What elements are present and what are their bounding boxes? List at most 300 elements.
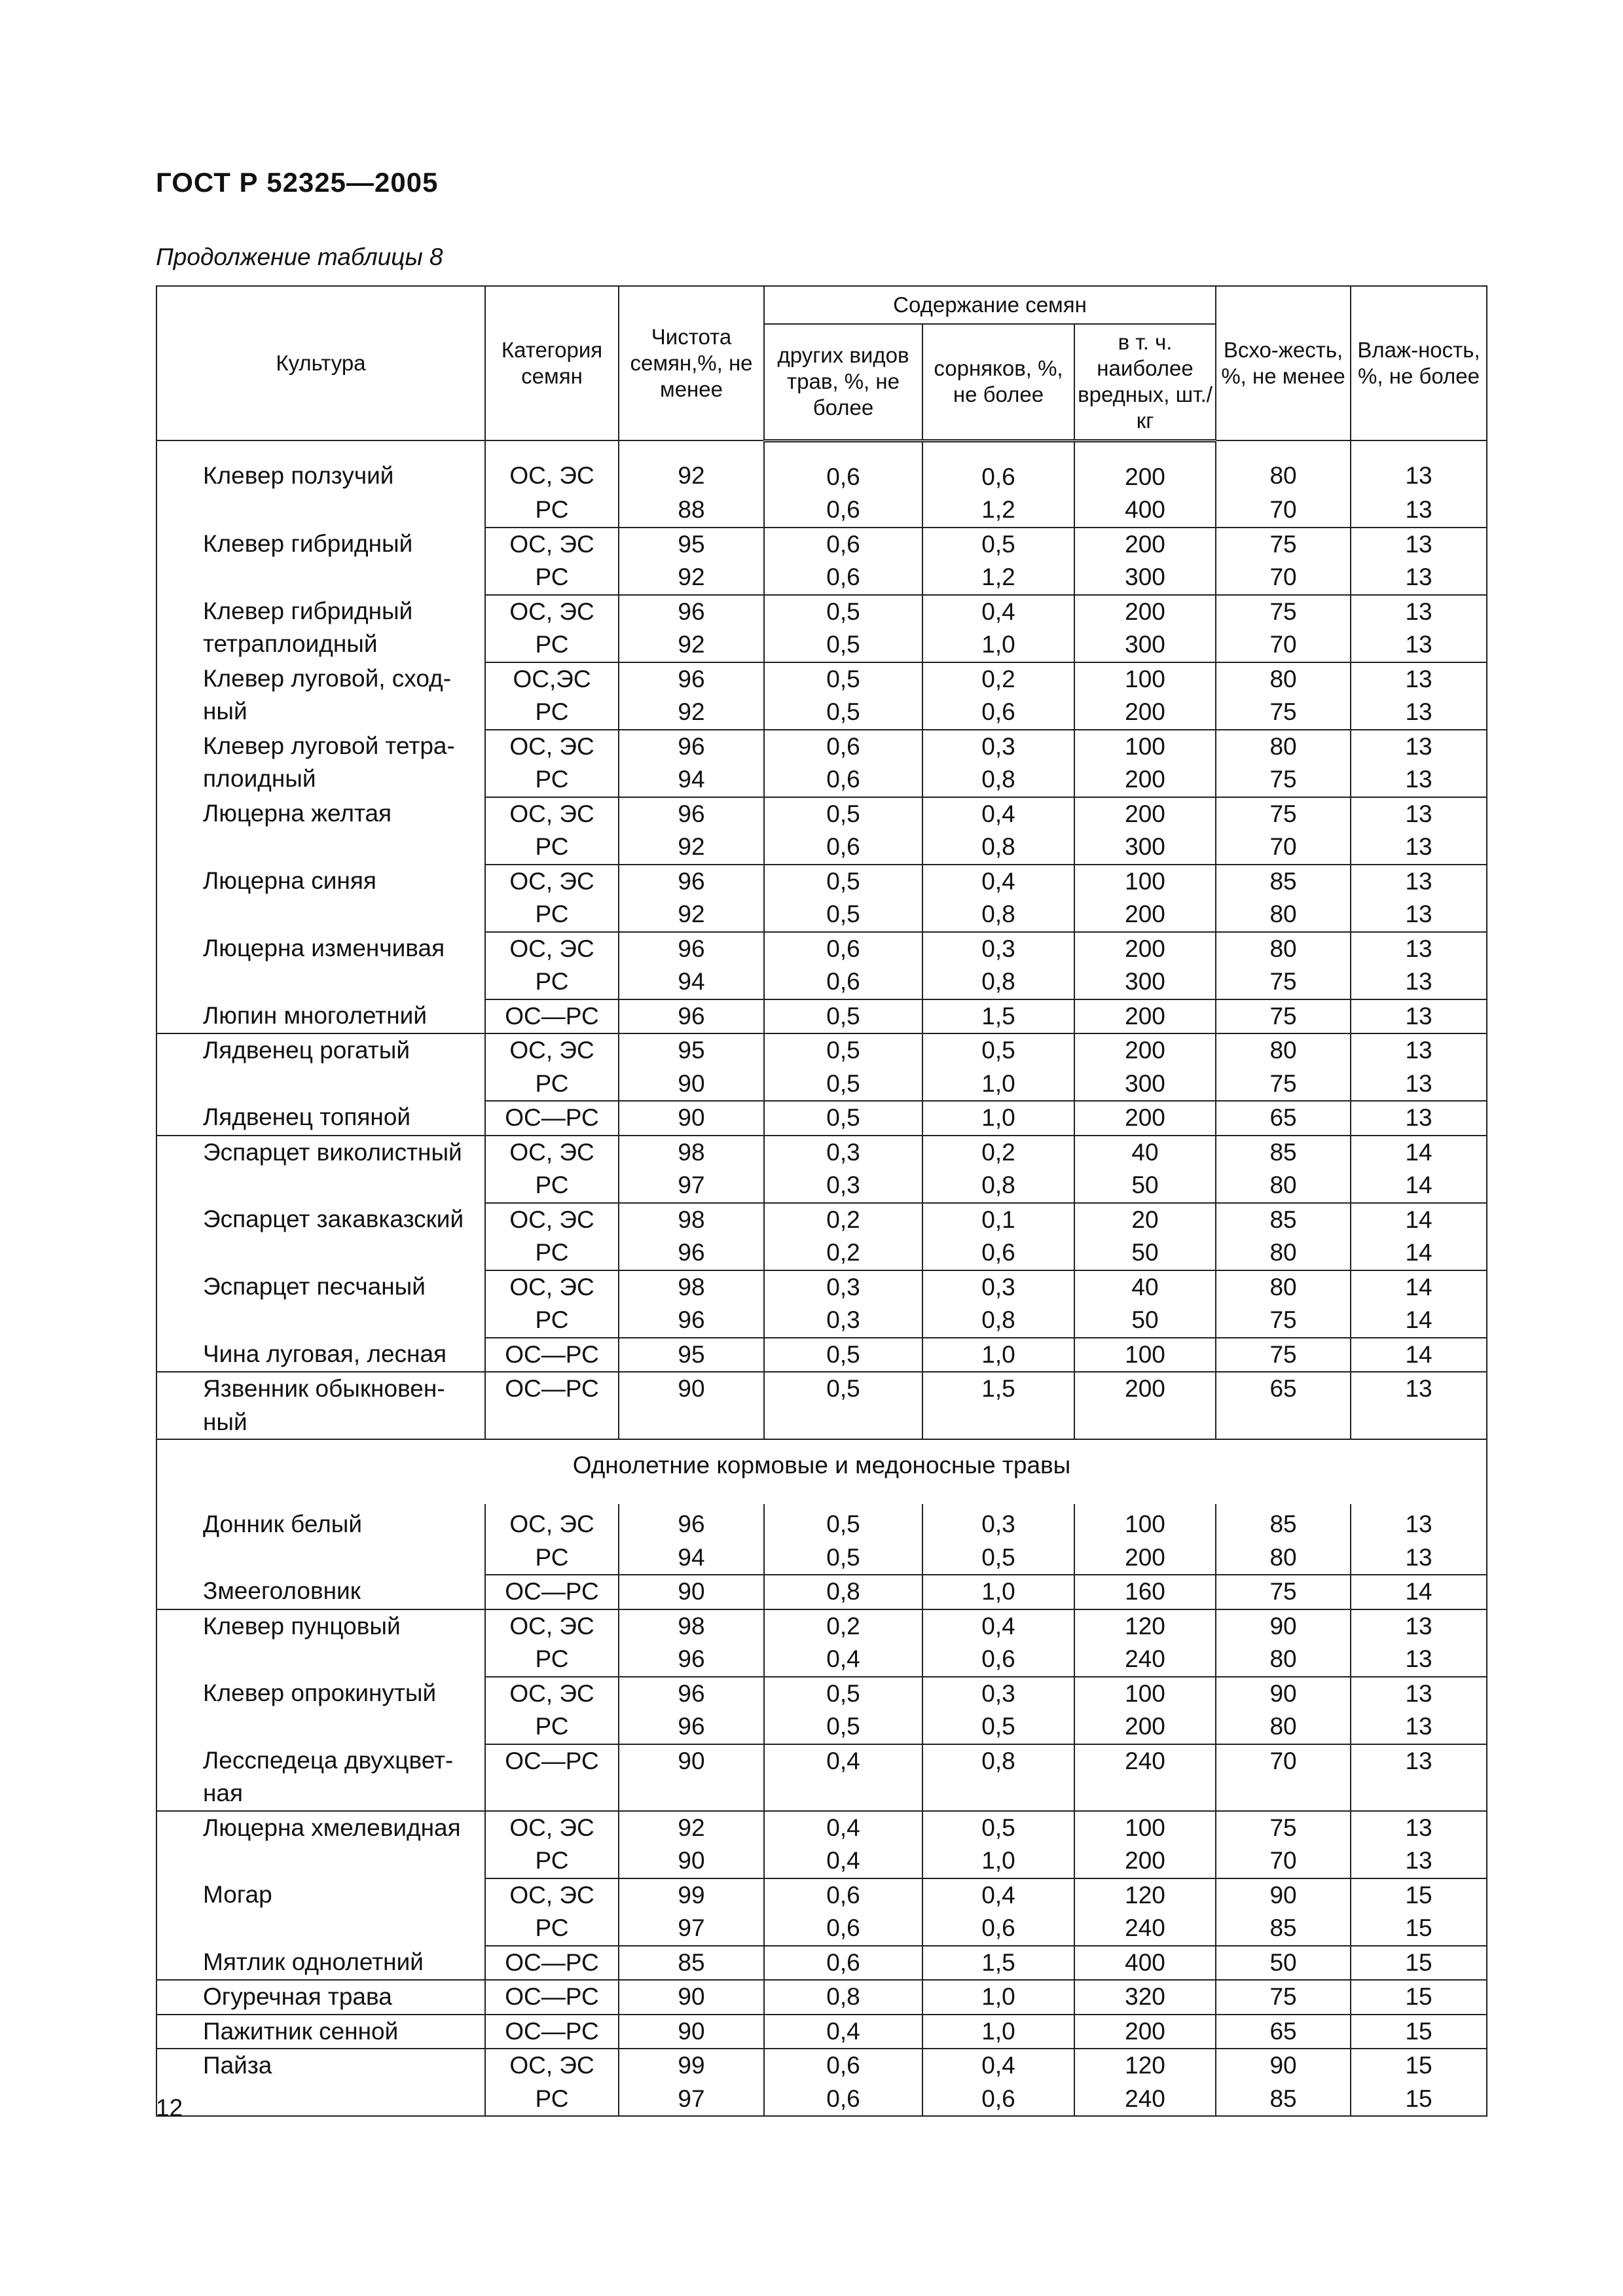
harmful-cell: 50 [1074, 1169, 1216, 1203]
seed-category-cell: ОС, ЭС [485, 595, 619, 629]
seed-category-cell: ОС, ЭС [485, 730, 619, 764]
other-species-cell: 0,6 [764, 528, 922, 562]
table-row [156, 1609, 1487, 1643]
culture-name: Лядвенец топяной [156, 1101, 485, 1136]
germination-cell: 70 [1216, 1744, 1351, 1811]
purity-cell: 90 [619, 1980, 764, 2015]
moisture-cell: 14 [1351, 1236, 1487, 1270]
harmful-cell: 200 [1074, 1710, 1216, 1744]
purity-cell: 96 [619, 797, 764, 831]
seed-category-cell: РС [485, 965, 619, 999]
purity-cell: 94 [619, 965, 764, 999]
harmful-cell: 400 [1074, 493, 1216, 528]
harmful-cell: 100 [1074, 1811, 1216, 1845]
germination-cell: 75 [1216, 999, 1351, 1034]
weeds-cell: 0,8 [922, 965, 1074, 999]
weeds-cell: 1,2 [922, 493, 1074, 528]
weeds-cell: 0,4 [922, 1609, 1074, 1643]
table-row [156, 797, 1487, 831]
purity-cell: 98 [619, 1609, 764, 1643]
purity-cell: 96 [619, 1236, 764, 1270]
purity-cell: 99 [619, 1878, 764, 1912]
moisture-cell: 13 [1351, 1744, 1487, 1811]
germination-cell: 70 [1216, 628, 1351, 662]
moisture-cell: 13 [1351, 662, 1487, 696]
moisture-cell: 14 [1351, 1136, 1487, 1170]
table-row [156, 1744, 1487, 1811]
other-species-cell: 0,8 [764, 1980, 922, 2015]
seed-category-cell: ОС, ЭС [485, 1878, 619, 1912]
other-species-cell: 0,5 [764, 595, 922, 629]
germination-cell: 75 [1216, 696, 1351, 730]
harmful-cell: 200 [1074, 999, 1216, 1034]
other-species-cell: 0,6 [764, 2049, 922, 2083]
culture-name: Донник белый [156, 1504, 485, 1575]
purity-cell: 96 [619, 730, 764, 764]
moisture-cell: 13 [1351, 595, 1487, 629]
header-category: Категория семян [485, 286, 619, 440]
harmful-cell: 100 [1074, 865, 1216, 899]
seed-category-cell: ОС, ЭС [485, 1504, 619, 1541]
other-species-cell: 0,6 [764, 831, 922, 865]
purity-cell: 98 [619, 1270, 764, 1304]
harmful-cell: 200 [1074, 1541, 1216, 1575]
culture-name: Люпин многолетний [156, 999, 485, 1034]
moisture-cell: 15 [1351, 2015, 1487, 2049]
harmful-cell: 40 [1074, 1270, 1216, 1304]
harmful-cell: 200 [1074, 2015, 1216, 2049]
seed-category-cell: РС [485, 831, 619, 865]
moisture-cell: 14 [1351, 1304, 1487, 1338]
seed-category-cell: ОС, ЭС [485, 1203, 619, 1237]
other-species-cell: 0,6 [764, 1912, 922, 1946]
moisture-cell: 13 [1351, 493, 1487, 528]
moisture-cell: 13 [1351, 730, 1487, 764]
seed-category-cell: РС [485, 898, 619, 932]
harmful-cell: 120 [1074, 1609, 1216, 1643]
purity-cell: 96 [619, 865, 764, 899]
harmful-cell: 200 [1074, 696, 1216, 730]
weeds-cell: 0,4 [922, 797, 1074, 831]
other-species-cell: 0,3 [764, 1169, 922, 1203]
other-species-cell: 0,5 [764, 1504, 922, 1541]
seed-category-cell: ОС—РС [485, 1744, 619, 1811]
purity-cell: 96 [619, 1643, 764, 1677]
weeds-cell: 1,5 [922, 1372, 1074, 1439]
culture-name: Лядвенец рогатый [156, 1033, 485, 1101]
purity-cell: 90 [619, 1101, 764, 1136]
table-row [156, 1033, 1487, 1067]
weeds-cell: 0,6 [922, 1643, 1074, 1677]
seed-category-cell: РС [485, 763, 619, 797]
purity-cell: 85 [619, 1946, 764, 1981]
moisture-cell: 13 [1351, 763, 1487, 797]
germination-cell: 80 [1216, 1710, 1351, 1744]
germination-cell: 70 [1216, 1844, 1351, 1878]
moisture-cell: 13 [1351, 1677, 1487, 1711]
seed-category-cell: ОС, ЭС [485, 1609, 619, 1643]
culture-name: Пайза [156, 2049, 485, 2116]
germination-cell: 75 [1216, 1811, 1351, 1845]
harmful-cell: 400 [1074, 1946, 1216, 1981]
purity-cell: 96 [619, 1304, 764, 1338]
seed-category-cell: РС [485, 1304, 619, 1338]
seed-category-cell: РС [485, 696, 619, 730]
harmful-cell: 240 [1074, 1643, 1216, 1677]
seed-category-cell: ОС, ЭС [485, 797, 619, 831]
annual-section [156, 1504, 1487, 2116]
culture-name: Пажитник сенной [156, 2015, 485, 2049]
purity-cell: 90 [619, 1744, 764, 1811]
harmful-cell: 40 [1074, 1136, 1216, 1170]
germination-cell: 85 [1216, 865, 1351, 899]
purity-cell: 94 [619, 763, 764, 797]
moisture-cell: 13 [1351, 865, 1487, 899]
table-row [156, 999, 1487, 1034]
other-species-cell: 0,6 [764, 1946, 922, 1981]
germination-cell: 85 [1216, 1504, 1351, 1541]
page-number: 12 [156, 2094, 183, 2121]
weeds-cell: 0,5 [922, 1033, 1074, 1067]
moisture-cell: 13 [1351, 797, 1487, 831]
germination-cell: 70 [1216, 831, 1351, 865]
germination-cell: 80 [1216, 1643, 1351, 1677]
culture-name: Клевер гибридный тетраплоидный [156, 595, 485, 662]
weeds-cell: 0,2 [922, 1136, 1074, 1170]
germination-cell: 65 [1216, 1372, 1351, 1439]
header-germination: Всхо-жесть, %, не менее [1216, 286, 1351, 440]
purity-cell: 90 [619, 1575, 764, 1609]
weeds-cell: 0,8 [922, 1169, 1074, 1203]
seed-category-cell: ОС—РС [485, 1338, 619, 1372]
moisture-cell: 14 [1351, 1270, 1487, 1304]
purity-cell: 90 [619, 1067, 764, 1102]
other-species-cell: 0,5 [764, 1338, 922, 1372]
harmful-cell: 100 [1074, 1504, 1216, 1541]
harmful-cell: 300 [1074, 831, 1216, 865]
germination-cell: 90 [1216, 1677, 1351, 1711]
purity-cell: 90 [619, 2015, 764, 2049]
table-row [156, 932, 1487, 966]
moisture-cell: 13 [1351, 1504, 1487, 1541]
seed-category-cell: РС [485, 1643, 619, 1677]
harmful-cell: 100 [1074, 1338, 1216, 1372]
moisture-cell: 14 [1351, 1203, 1487, 1237]
culture-name: Эспарцет песчаный [156, 1270, 485, 1338]
seed-category-cell: РС [485, 1169, 619, 1203]
purity-cell: 99 [619, 2049, 764, 2083]
seed-category-cell: РС [485, 493, 619, 528]
seed-category-cell: РС [485, 1067, 619, 1102]
germination-cell: 80 [1216, 898, 1351, 932]
harmful-cell: 100 [1074, 730, 1216, 764]
other-species-cell: 0,5 [764, 865, 922, 899]
moisture-cell: 13 [1351, 999, 1487, 1034]
table-row [156, 1677, 1487, 1711]
harmful-cell: 120 [1074, 1878, 1216, 1912]
harmful-cell: 120 [1074, 2049, 1216, 2083]
seed-category-cell: ОС—РС [485, 1575, 619, 1609]
purity-cell: 95 [619, 1338, 764, 1372]
table-row [156, 528, 1487, 562]
purity-cell: 92 [619, 696, 764, 730]
purity-cell: 98 [619, 1136, 764, 1170]
germination-cell: 90 [1216, 1609, 1351, 1643]
other-species-cell: 0,6 [764, 730, 922, 764]
weeds-cell: 1,0 [922, 1338, 1074, 1372]
section-title-annual: Однолетние кормовые и медоносные травы [156, 1439, 1487, 1504]
table-row [156, 1101, 1487, 1136]
moisture-cell: 15 [1351, 1912, 1487, 1946]
other-species-cell: 0,5 [764, 1677, 922, 1711]
purity-cell: 97 [619, 2083, 764, 2117]
purity-cell: 96 [619, 662, 764, 696]
other-species-cell: 0,4 [764, 1844, 922, 1878]
harmful-cell: 200 [1074, 898, 1216, 932]
germination-cell: 75 [1216, 1067, 1351, 1102]
moisture-cell: 14 [1351, 1169, 1487, 1203]
weeds-cell: 0,8 [922, 898, 1074, 932]
culture-name: Чина луговая, лесная [156, 1338, 485, 1372]
weeds-cell: 0,4 [922, 1878, 1074, 1912]
weeds-cell: 1,5 [922, 999, 1074, 1034]
header-other-species: других видов трав, %, не более [764, 324, 922, 440]
moisture-cell: 14 [1351, 1338, 1487, 1372]
germination-cell: 85 [1216, 1136, 1351, 1170]
germination-cell: 80 [1216, 1169, 1351, 1203]
purity-cell: 96 [619, 1710, 764, 1744]
harmful-cell: 240 [1074, 1744, 1216, 1811]
seed-category-cell: ОС, ЭС [485, 1033, 619, 1067]
seed-category-cell: РС [485, 1236, 619, 1270]
germination-cell: 80 [1216, 440, 1351, 493]
culture-name: Лесспедеца двухцвет-ная [156, 1744, 485, 1811]
other-species-cell: 0,5 [764, 1033, 922, 1067]
culture-name: Язвенник обыкновен-ный [156, 1372, 485, 1439]
seed-category-cell: ОС—РС [485, 999, 619, 1034]
weeds-cell: 0,8 [922, 1744, 1074, 1811]
table-row [156, 2049, 1487, 2083]
perennial-section [156, 440, 1487, 1439]
seed-category-cell: ОС—РС [485, 1946, 619, 1981]
table-row [156, 595, 1487, 629]
moisture-cell: 13 [1351, 932, 1487, 966]
purity-cell: 90 [619, 1844, 764, 1878]
table-row [156, 1878, 1487, 1912]
germination-cell: 85 [1216, 2083, 1351, 2117]
culture-name: Змееголовник [156, 1575, 485, 1609]
germination-cell: 65 [1216, 1101, 1351, 1136]
seed-category-cell: ОС—РС [485, 2015, 619, 2049]
culture-name: Клевер гибридный [156, 528, 485, 595]
culture-name: Эспарцет виколистный [156, 1136, 485, 1203]
germination-cell: 50 [1216, 1946, 1351, 1981]
other-species-cell: 0,6 [764, 493, 922, 528]
germination-cell: 80 [1216, 730, 1351, 764]
header-harmful: в т. ч. наиболее вредных, шт./кг [1074, 324, 1216, 440]
germination-cell: 85 [1216, 1912, 1351, 1946]
germination-cell: 70 [1216, 561, 1351, 595]
weeds-cell: 0,6 [922, 2083, 1074, 2117]
table-row [156, 1946, 1487, 1981]
moisture-cell: 13 [1351, 1710, 1487, 1744]
weeds-cell: 1,0 [922, 1980, 1074, 2015]
table-row [156, 1203, 1487, 1237]
other-species-cell: 0,5 [764, 1541, 922, 1575]
purity-cell: 96 [619, 932, 764, 966]
seed-category-cell: ОС, ЭС [485, 1811, 619, 1845]
seed-category-cell: РС [485, 1912, 619, 1946]
harmful-cell: 100 [1074, 662, 1216, 696]
seed-category-cell: ОС, ЭС [485, 528, 619, 562]
culture-name: Люцерна желтая [156, 797, 485, 865]
table-row [156, 1270, 1487, 1304]
other-species-cell: 0,5 [764, 898, 922, 932]
culture-name: Клевер опрокинутый [156, 1677, 485, 1744]
purity-cell: 96 [619, 595, 764, 629]
purity-cell: 92 [619, 628, 764, 662]
culture-name: Клевер луговой, сход-ный [156, 662, 485, 730]
harmful-cell: 200 [1074, 932, 1216, 966]
culture-name: Эспарцет закавказский [156, 1203, 485, 1270]
purity-cell: 92 [619, 831, 764, 865]
harmful-cell: 100 [1074, 1677, 1216, 1711]
germination-cell: 75 [1216, 1338, 1351, 1372]
seed-category-cell: РС [485, 628, 619, 662]
table-row [156, 1504, 1487, 1541]
germination-cell: 90 [1216, 1878, 1351, 1912]
moisture-cell: 15 [1351, 2083, 1487, 2117]
germination-cell: 80 [1216, 1236, 1351, 1270]
table-row [156, 1575, 1487, 1609]
moisture-cell: 13 [1351, 1643, 1487, 1677]
moisture-cell: 15 [1351, 1946, 1487, 1981]
table-row [156, 1136, 1487, 1170]
moisture-cell: 13 [1351, 561, 1487, 595]
culture-name: Огуречная трава [156, 1980, 485, 2015]
moisture-cell: 13 [1351, 1033, 1487, 1067]
other-species-cell: 0,4 [764, 1811, 922, 1845]
purity-cell: 94 [619, 1541, 764, 1575]
weeds-cell: 0,8 [922, 1304, 1074, 1338]
weeds-cell: 0,1 [922, 1203, 1074, 1237]
purity-cell: 97 [619, 1169, 764, 1203]
purity-cell: 96 [619, 999, 764, 1034]
weeds-cell: 1,0 [922, 2015, 1074, 2049]
germination-cell: 75 [1216, 965, 1351, 999]
table-row [156, 1372, 1487, 1439]
moisture-cell: 13 [1351, 965, 1487, 999]
header-culture: Культура [156, 286, 485, 440]
seed-category-cell: РС [485, 1844, 619, 1878]
germination-cell: 80 [1216, 1270, 1351, 1304]
harmful-cell: 50 [1074, 1236, 1216, 1270]
weeds-cell: 0,2 [922, 662, 1074, 696]
moisture-cell: 13 [1351, 898, 1487, 932]
other-species-cell: 0,4 [764, 1744, 922, 1811]
germination-cell: 65 [1216, 2015, 1351, 2049]
other-species-cell: 0,6 [764, 763, 922, 797]
weeds-cell: 0,5 [922, 1811, 1074, 1845]
harmful-cell: 200 [1074, 797, 1216, 831]
weeds-cell: 0,6 [922, 1236, 1074, 1270]
seed-category-cell: РС [485, 1710, 619, 1744]
culture-name: Люцерна синяя [156, 865, 485, 932]
moisture-cell: 13 [1351, 628, 1487, 662]
harmful-cell: 200 [1074, 1844, 1216, 1878]
weeds-cell: 1,0 [922, 1101, 1074, 1136]
table-row [156, 440, 1487, 493]
table-row [156, 1811, 1487, 1845]
moisture-cell: 13 [1351, 1844, 1487, 1878]
moisture-cell: 13 [1351, 1541, 1487, 1575]
weeds-cell: 1,0 [922, 1067, 1074, 1102]
weeds-cell: 1,0 [922, 1844, 1074, 1878]
other-species-cell: 0,3 [764, 1270, 922, 1304]
weeds-cell: 1,0 [922, 628, 1074, 662]
other-species-cell: 0,5 [764, 1372, 922, 1439]
culture-name: Клевер пунцовый [156, 1609, 485, 1677]
culture-name: Люцерна изменчивая [156, 932, 485, 999]
other-species-cell: 0,5 [764, 797, 922, 831]
table-row [156, 2015, 1487, 2049]
other-species-cell: 0,5 [764, 696, 922, 730]
moisture-cell: 13 [1351, 1067, 1487, 1102]
seed-category-cell: ОС, ЭС [485, 865, 619, 899]
culture-name: Клевер луговой тетра-плоидный [156, 730, 485, 797]
seed-category-cell: ОС, ЭС [485, 932, 619, 966]
harmful-cell: 200 [1074, 763, 1216, 797]
other-species-cell: 0,3 [764, 1304, 922, 1338]
other-species-cell: 0,5 [764, 1710, 922, 1744]
weeds-cell: 0,4 [922, 2049, 1074, 2083]
document-title: ГОСТ Р 52325—2005 [156, 167, 439, 198]
purity-cell: 97 [619, 1912, 764, 1946]
moisture-cell: 13 [1351, 528, 1487, 562]
other-species-cell: 0,6 [764, 440, 922, 493]
harmful-cell: 300 [1074, 628, 1216, 662]
harmful-cell: 240 [1074, 1912, 1216, 1946]
weeds-cell: 0,4 [922, 595, 1074, 629]
harmful-cell: 200 [1074, 595, 1216, 629]
seed-category-cell: ОС—РС [485, 1372, 619, 1439]
purity-cell: 90 [619, 1372, 764, 1439]
other-species-cell: 0,4 [764, 1643, 922, 1677]
seed-category-cell: ОС, ЭС [485, 1270, 619, 1304]
germination-cell: 90 [1216, 2049, 1351, 2083]
germination-cell: 75 [1216, 763, 1351, 797]
culture-name: Клевер ползучий [156, 440, 485, 528]
germination-cell: 75 [1216, 1575, 1351, 1609]
moisture-cell: 13 [1351, 440, 1487, 493]
seed-category-cell: ОС, ЭС [485, 2049, 619, 2083]
culture-name: Мятлик однолетний [156, 1946, 485, 1981]
table-row [156, 730, 1487, 764]
seed-category-cell: ОС, ЭС [485, 1136, 619, 1170]
weeds-cell: 0,8 [922, 831, 1074, 865]
purity-cell: 96 [619, 1504, 764, 1541]
germination-cell: 80 [1216, 1033, 1351, 1067]
harmful-cell: 50 [1074, 1304, 1216, 1338]
weeds-cell: 1,0 [922, 1575, 1074, 1609]
germination-cell: 80 [1216, 662, 1351, 696]
table-row [156, 865, 1487, 899]
seed-category-cell: РС [485, 561, 619, 595]
seed-category-cell: ОС—РС [485, 1980, 619, 2015]
purity-cell: 92 [619, 440, 764, 493]
moisture-cell: 14 [1351, 1575, 1487, 1609]
weeds-cell: 0,5 [922, 1541, 1074, 1575]
